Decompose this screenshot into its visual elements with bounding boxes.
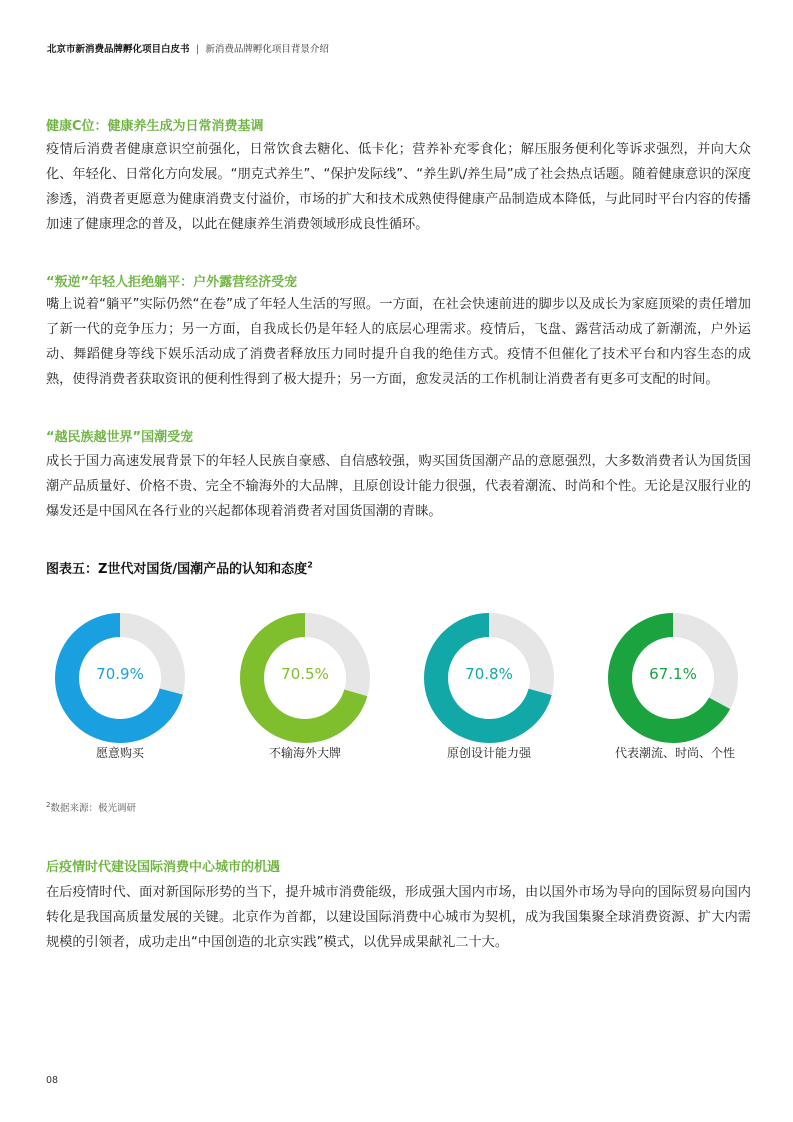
section-heading-outdoor: “叛逆”年轻人拒绝躺平：户外露营经济受宠	[46, 275, 298, 290]
source-note: $^2$数据来源：极光调研	[46, 800, 136, 814]
section-heading-health: 健康C位：健康养生成为日常消费基调	[46, 119, 264, 134]
header-separator: |	[195, 44, 200, 55]
report-title: 北京市新消费品牌孵化项目白皮书	[47, 44, 190, 55]
figure-title: 图表五：Z世代对国货/国潮产品的认知和态度$^2$	[46, 560, 313, 577]
page-number: 08	[46, 1075, 59, 1086]
donut-label-2: 不输海外大牌	[268, 746, 341, 760]
donut-chart-3	[424, 613, 554, 743]
donut-label-1: 愿意购买	[95, 746, 144, 760]
donut-value-1: 70.9%	[96, 665, 144, 683]
donut-value-2: 70.5%	[281, 665, 329, 683]
donut-label-3: 原创设计能力强	[446, 746, 531, 760]
section-heading-guochao: “越民族越世界”国潮受宠	[46, 430, 194, 445]
page-header	[47, 41, 329, 55]
section-title: 新消费品牌孵化项目背景介绍	[205, 44, 329, 55]
section-body-guochao: 成长于国力高速发展背景下的年轻人民族自豪感、自信感较强，购买国货国潮产品的意愿强烈，大多数消费者认为国货国潮产品质量好、价格不贵、完全不输海外的大品牌，且原创设计能力很强，代表着潮流、时尚和个性。无论是汉服行业的爆发还是中国风在各行业的兴起都体现着消费者对国货国潮的青睐。	[46, 454, 751, 519]
footnote-mark: 2	[307, 560, 313, 570]
section-heading-intl-city: 后疫情时代建设国际消费中心城市的机遇	[46, 860, 281, 875]
section-body-health: 疫情后消费者健康意识空前强化，日常饮食去糖化、低卡化；营养补充零食化；解压服务便利化等诉求强烈，并向大众化、年轻化、日常化方向发展。“朋克式养生”、“保护发际线”、“养生趴/养生局”成了社会热点话题。随着健康意识的深度渗透，消费者更愿意为健康消费支付溢价，市场的扩大和技术成熟使得健康产品制造成本降低，与此同时平台内容的传播加速了健康理念的普及，以此在健康养生消费领域形成良性循环。	[46, 142, 751, 232]
donut-chart-4	[608, 613, 738, 743]
section-body-outdoor: 嘴上说着“躺平”实际仍然“在卷”成了年轻人生活的写照。一方面，在社会快速前进的脚步以及成长为家庭顶梁的责任增加了新一代的竞争压力；另一方面，自我成长仍是年轻人的底层心理需求。疫情后，飞盘、露营活动成了新潮流，户外运动、舞蹈健身等线下娱乐活动成了消费者释放压力同时提升自我的绝佳方式。疫情不但催化了技术平台和内容生态的成熟，使得消费者获取资讯的便利性得到了极大提升；另一方面，愈发灵活的工作机制让消费者有更多可支配的时间。	[46, 297, 751, 387]
donut-chart-1	[55, 613, 185, 743]
section-body-intl-city: 在后疫情时代、面对新国际形势的当下，提升城市消费能级，形成强大国内市场，由以国外市场为导向的国际贸易向国内转化是我国高质量发展的关键。北京作为首都，以建设国际消费中心城市为契机，成为我国集聚全球消费资源、扩大内需规模的引领者，成功走出“中国创造的北京实践”模式，以优异成果献礼二十大。	[46, 885, 751, 950]
donut-label-4: 代表潮流、时尚、个性	[614, 746, 735, 760]
donut-chart-2	[240, 613, 370, 743]
donut-value-3: 70.8%	[465, 665, 513, 683]
donut-value-4: 67.1%	[649, 665, 697, 683]
source-note-mark: 2	[46, 800, 51, 809]
